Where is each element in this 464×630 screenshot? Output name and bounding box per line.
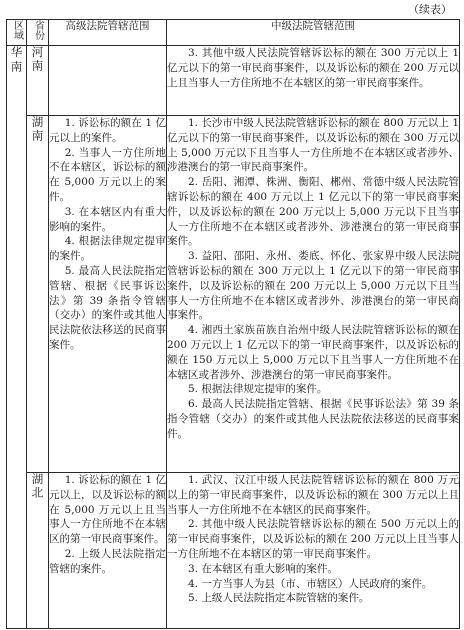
list-item: 5. 上级人民法院指定本院管辖的案件。 — [188, 592, 370, 605]
list-item: 3. 在本辖区内有重大影响的案件。 — [49, 205, 166, 233]
list-item: 2. 岳阳、湘潭、株洲、衡阳、郴州、常德中级人民法院管辖诉讼标的额在 400 万元以上 1 亿元以下的第一审民商事案件，以及诉讼标的额在 200 万元以上 5,000 万元以下且当事人一方住所地不在本辖区或者涉外、涉港澳台的第一审民商事案件。 — [167, 176, 459, 248]
list-item: 1. 诉讼标的额在 1 亿元以上，以及诉讼标的额在 5,000 万元以上且当事人一方住所地不在本辖区的第一审民商事案件。 — [49, 474, 166, 546]
list-item: 4. 湘西土家族苗族自治州中级人民法院管辖诉讼标的额在 200 万元以上 1 亿元以下的第一审民商事案件，以及诉讼标的额在 150 万元以上 5,000 万元以下且当事人一方住所地不在本辖区或者涉外、涉港澳台的第一审民商事案件。 — [167, 324, 459, 381]
province-cell — [27, 473, 49, 629]
list-item: 4. 一方当事人为县（市、市辖区）人民政府的案件。 — [188, 577, 433, 590]
list-item: 2. 当事人一方住所地不在本辖区，诉讼标的额在 5,000 万元以上的案件。 — [49, 146, 166, 203]
intermediate-court-cell — [167, 116, 460, 473]
list-item: 5. 根据法律规定提审的案件。 — [188, 383, 328, 396]
list-item: 5. 最高人民法院指定管辖、根据《民事诉讼法》第 39 条指令管辖（交办）的案件或其他人民法院依法移送的民商事案件。 — [49, 264, 166, 351]
header-province: 省份 — [27, 20, 49, 46]
list-item: 3. 其他中级人民法院管辖诉讼标的额在 300 万元以上 1 亿元以下的第一审民商事案件，以及诉讼标的额在 200 万元以上且当事人一方住所地不在本辖区的第一审民商事案件。 — [167, 47, 459, 89]
province-label: 湖南 — [30, 116, 45, 143]
list-item: 3. 益阳、邵阳、永州、娄底、怀化、张家界中级人民法院管辖诉讼标的额在 300 万元以上 1 亿元以下的第一审民商事案件，以及诉讼标的额在 200 万元以上 5,000 万元以下且当事人一方住所地不在本辖区或者涉外、涉港澳台的第一审民商事案件。 — [167, 250, 459, 322]
list-item: 3. 在本辖区有重大影响的案件。 — [188, 562, 338, 575]
list-item: 1. 武汉、汉江中级人民法院管辖诉讼标的额在 800 万元以上的第一审民商事案件，以及诉讼标的额在 300 万元以上且当事人一方住所地不在本辖区的民商事案件。 — [167, 474, 459, 516]
region-cell — [7, 46, 27, 629]
province-label: 湖北 — [30, 473, 45, 500]
high-court-cell — [49, 116, 167, 473]
list-item: 1. 诉讼标的额在 1 亿元以上的案件。 — [49, 117, 166, 144]
table-row — [7, 116, 460, 473]
high-court-cell — [49, 473, 167, 629]
list-item: 2. 其他中级人民法院管辖诉讼标的额在 500 万元以上的第一审民商事案件，以及诉讼标的额在 200 万元以上且当事人一方住所地不在本辖区的第一审民商事案件。 — [167, 518, 459, 560]
list-item: 1. 长沙市中级人民法院管辖诉讼标的额在 800 万元以上 1 亿元以下的第一审民商事案件，以及诉讼标的额在 300 万元以上 5,000 万元以下且当事人一方住所地不在本辖区或者涉外、涉港澳台的第一审民商事案件。 — [167, 117, 459, 174]
region-label: 华南 — [9, 46, 24, 75]
province-label: 河南 — [30, 46, 45, 73]
jurisdiction-table — [6, 19, 460, 629]
high-court-cell — [49, 46, 167, 116]
table-header-row — [7, 20, 460, 46]
header-high-court: 高级法院管辖范围 — [49, 20, 167, 46]
intermediate-court-cell — [167, 46, 460, 116]
list-item: 2. 上级人民法院指定管辖的案件。 — [49, 547, 166, 575]
province-cell — [27, 46, 49, 116]
header-region: 区域 — [7, 20, 27, 46]
province-cell — [27, 116, 49, 473]
list-item: 6. 最高人民法院指定管辖、根据《民事诉讼法》第 39 条指令管辖（交办）的案件或其他人民法院依法移送的民商事案件。 — [167, 398, 459, 440]
list-item: 4. 根据法律规定提审的案件。 — [49, 235, 166, 263]
header-intermediate-court: 中级法院管辖范围 — [167, 20, 460, 46]
intermediate-court-cell — [167, 473, 460, 629]
table-row — [7, 473, 460, 629]
table-row — [7, 46, 460, 116]
continuation-label: （续表） — [408, 3, 452, 16]
